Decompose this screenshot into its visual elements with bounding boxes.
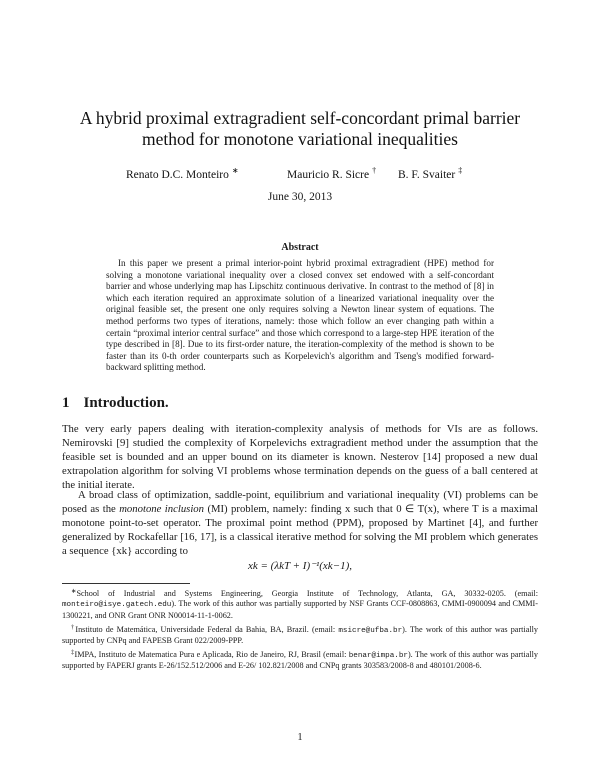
footnote-3-email: benar@impa.br [348,652,408,661]
footnote-2-text-post: ). The work of this author was partially supported by CNPq and FAPESB Grant 022/2009-PPP. [62,624,538,646]
author-3-mark: ‡ [458,166,463,175]
author-2 [287,166,376,181]
abstract-heading: Abstract [281,242,319,253]
section-heading [62,395,169,412]
paragraph-2 [62,489,538,559]
author-1 [126,166,239,181]
footnote-1-text-pre: School of Industrial and Systems Engineering, Georgia Institute of Technology, Atlanta, GA, 30332-0205. (email: [76,589,538,598]
paper-date: June 30, 2013 [267,191,333,203]
footnote-3-text-post: ). The work of this author was partially supported by FAPERJ grants E-26/152.512/2006 and E-26/ 102.821/2008 and CNPq grants 303583/2008-8 and 480101/2008-6. [62,650,539,671]
footnote-2-email: msicre@ufba.br [338,626,403,635]
author-2-name: Mauricio R. Sicre [287,169,370,181]
footnote-2-text-pre: Instituto de Matemática, Universidade Federal da Bahia, BA, Brazil. (email: [75,624,339,634]
footnote-2-mark: † [71,623,76,631]
footnotes [62,587,538,673]
paragraph-2-part-1: A broad class of optimization, saddle-point, equilibrium and variational inequality (VI) problems can be posed as the [62,489,538,515]
author-1-mark: ∗ [231,166,239,175]
paragraph-2-emphasis: monotone inclusion [119,502,204,515]
section-title: Introduction. [83,395,169,411]
abstract-text: In this paper we present a primal interior-point hybrid proximal extragradient (HPE) method for solving a monotone variational inequality over a closed convex set endowed with a self-concordant barrier and whose underlying map has Lipschitz continuous derivative. In contrast to the method of [8] in which each iteration required an approximate solution of a linearized variational inequality over the original feasible set, the present one only requires solving a Newton linear system of equations. The method performs two types of iterations, namely: those which follow an ever changing path within a certain “proximal interior central surface” and those which correspond to a large-step HPE iteration of the type described in [8]. Due to its first-order nature, the iteration-complexity of the method is shown to be faster than its 0-th order counterparts such as Korpelevich's algorithm and Tseng's modified forward-backward splitting method. [106,258,494,373]
author-list [120,166,500,182]
footnote-3-text-pre: IMPA, Instituto de Matematica Pura e Aplicada, Rio de Janeiro, RJ, Brasil (email: [74,650,349,660]
paragraph-2-part-2: (MI) problem, namely: finding x such that 0 ∈ T(x), where T is a maximal monotone point-to-set operator. The proximal point method (PPM), proposed by Martinet [4], and further generalized by Rockafellar [16, 17], is a classical iterative method for solving the MI problem which generates a sequence {xk} according to [62,502,538,557]
footnote-1-text-post: ). The work of this author was partially supported by NSF Grants CCF-0808863, CMMI-0900094 and CMMI-1300221, and ONR Grant ONR N00014-11-1-0062. [62,599,538,620]
footnote-rule [62,583,190,584]
footnote-3-mark: ‡ [71,649,75,657]
page-number: 1 [297,732,303,743]
paper-title: A hybrid proximal extragradient self-concordant primal barrier method for monotone variational inequalities [79,108,521,149]
footnote-1 [62,587,538,621]
footnote-3 [62,648,538,672]
footnote-2 [62,623,538,647]
footnote-1-email: monteiro@isye.gatech.edu [62,601,172,610]
equation-proximal-point: xk = (λkT + I)⁻¹(xk−1), [247,560,353,572]
section-number: 1 [62,395,70,411]
author-3-name: B. F. Svaiter [398,169,456,181]
paragraph-1: The very early papers dealing with iteration-complexity analysis of methods for VIs are as follows. Nemirovski [9] studied the complexity of Korpelevichs extragradient method under the assumption that the feasible set is bounded and an upper bound on its diameter is known. Nesterov [14] proposed a new dual extrapolation algorithm for solving VI problems whose termination depends on the guess of a ball centered at the initial iterate. [62,423,538,491]
author-1-name: Renato D.C. Monteiro [126,169,229,181]
author-3 [398,166,462,181]
footnote-1-mark: ∗ [71,588,77,595]
author-2-mark: † [372,166,377,175]
